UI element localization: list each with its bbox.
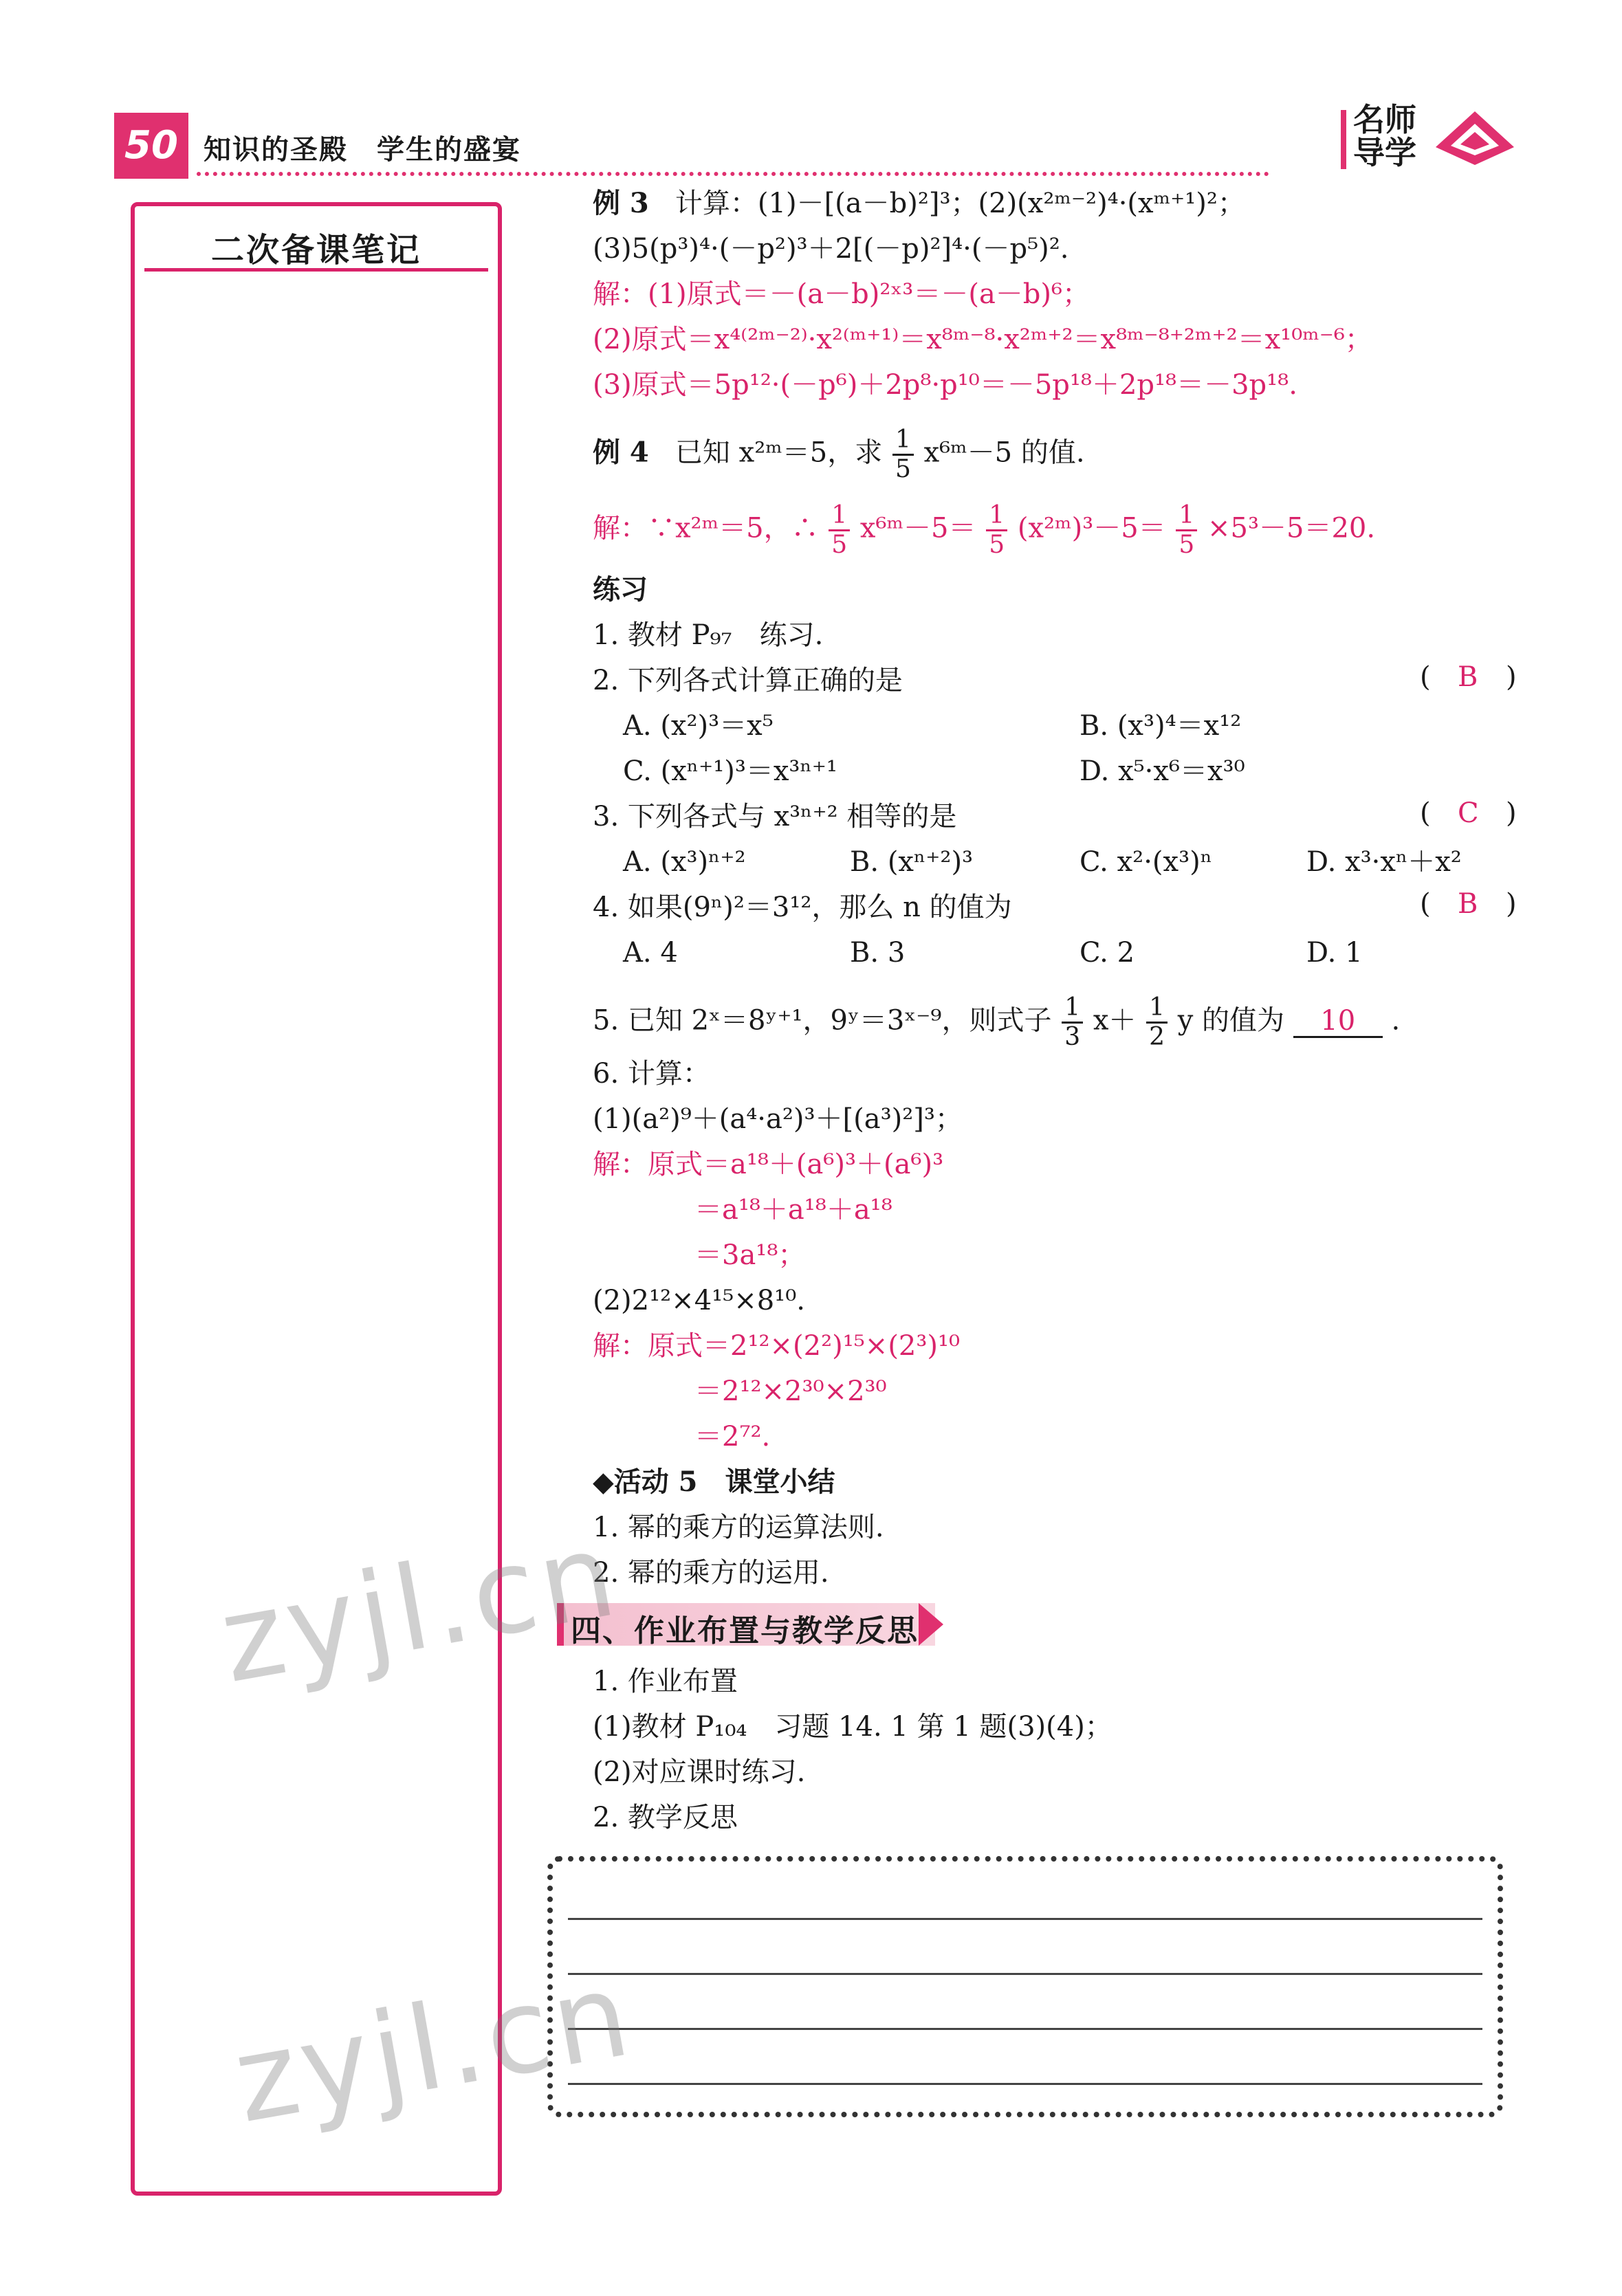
practice-heading: 练习 — [593, 573, 648, 606]
answer-paren-left: ( — [1420, 797, 1431, 829]
practice-q5-answer: 10 — [1293, 1006, 1383, 1038]
fraction-one-third: $\frac{1}{3}$ — [1062, 994, 1083, 1051]
q4-option-d: D. 1 — [1306, 937, 1363, 969]
activity-5-item-1: 1. 幂的乘方的运算法则. — [593, 1512, 884, 1543]
q6-part1-step2: ＝a¹⁸＋a¹⁸＋a¹⁸ — [694, 1194, 892, 1226]
homework-item-2: (2)对应课时练习. — [593, 1756, 806, 1788]
fraction-one-fifth: $\frac{1}{5}$ — [986, 502, 1007, 559]
logo-line2: 导学 — [1353, 134, 1416, 171]
q6-part2-step2: ＝2¹²×2³⁰×2³⁰ — [694, 1376, 887, 1407]
example-3-q1: 计算：(1)－[(a－b)²]³；(2)(x²ᵐ⁻²)⁴·(xᵐ⁺¹)²； — [675, 188, 1245, 219]
practice-q6: 6. 计算： — [593, 1058, 710, 1090]
example-4-solution: 解：∵x²ᵐ＝5，∴ $\frac{1}{5}$ x⁶ᵐ－5＝ $\frac{1}{5}$ (x²ᵐ)³－5＝ $\frac{1}{5}$ ×5³－5＝20. — [593, 501, 1376, 559]
reflection-line — [568, 1918, 1482, 1920]
q4-option-c: C. 2 — [1079, 937, 1135, 969]
q3-option-c: C. x²·(x³)ⁿ — [1079, 846, 1213, 878]
q2-option-a: A. (x²)³＝x⁵ — [623, 710, 774, 742]
answer-paren-right: ) — [1506, 888, 1517, 920]
fraction-one-half: $\frac{1}{2}$ — [1146, 994, 1168, 1051]
q4-option-b: B. 3 — [850, 937, 906, 969]
q6-part1-step1: 解：原式＝a¹⁸＋(a⁶)³＋(a⁶)³ — [593, 1149, 944, 1180]
practice-q4: 4. 如果(9ⁿ)²＝3¹²，那么 n 的值为 — [593, 892, 1012, 923]
activity-5-title: ◆活动 5 课堂小结 — [593, 1466, 835, 1498]
practice-q2: 2. 下列各式计算正确的是 — [593, 665, 903, 696]
logo-text — [1353, 103, 1429, 169]
example-3-label: 例 3 — [593, 187, 649, 219]
q2-option-b: B. (x³)⁴＝x¹² — [1079, 710, 1242, 742]
practice-q3: 3. 下列各式与 x³ⁿ⁺² 相等的是 — [593, 801, 957, 832]
practice-q1: 1. 教材 P₉₇ 练习. — [593, 619, 824, 651]
answer-paren-left: ( — [1420, 661, 1431, 693]
logo-book-icon — [1430, 106, 1520, 169]
q4-option-a: A. 4 — [623, 937, 678, 969]
fraction-one-fifth: $\frac{1}{5}$ — [829, 502, 850, 559]
logo-bar — [1341, 110, 1346, 169]
example-4-label: 例 4 — [593, 436, 649, 469]
reflection-line — [568, 2028, 1482, 2030]
banner-arrow-icon — [919, 1603, 943, 1646]
example-3-solution-1: 解：(1)原式＝－(a－b)²ˣ³＝－(a－b)⁶； — [593, 278, 1091, 310]
reflection-box — [547, 1856, 1503, 2117]
reflection-line — [568, 2083, 1482, 2085]
watermark: zyjl.cn — [225, 1946, 643, 2150]
q6-part2-step3: ＝2⁷². — [694, 1421, 771, 1453]
header-title: 知识的圣殿 学生的盛宴 — [204, 134, 521, 166]
practice-q6-part1: (1)(a²)⁹＋(a⁴·a²)³＋[(a³)²]³； — [593, 1103, 963, 1135]
notes-title-underline — [144, 268, 488, 272]
example-3-question — [593, 184, 1245, 223]
q6-part2-step1: 解：原式＝2¹²×(2²)¹⁵×(2³)¹⁰ — [593, 1330, 961, 1362]
practice-q6-part2: (2)2¹²×4¹⁵×8¹⁰. — [593, 1285, 805, 1316]
reflection-line — [568, 1973, 1482, 1975]
example-4-q-b: x⁶ᵐ－5 的值. — [923, 437, 1085, 469]
practice-q3-answer: C — [1458, 797, 1479, 829]
q3-option-a: A. (x³)ⁿ⁺² — [623, 846, 746, 878]
example-4-q-a: 已知 x²ᵐ＝5，求 — [675, 437, 883, 469]
fraction-one-fifth: $\frac{1}{5}$ — [1176, 502, 1197, 559]
logo-line1: 名师 — [1353, 101, 1416, 138]
fraction-one-fifth: $\frac{1}{5}$ — [892, 426, 914, 483]
header-divider — [197, 172, 1269, 176]
page-number: 50 — [114, 113, 188, 179]
practice-q2-answer: B — [1458, 661, 1478, 693]
example-3-q2: (3)5(p³)⁴·(－p²)³＋2[(－p)²]⁴·(－p⁵)². — [593, 233, 1069, 265]
practice-q5: 5. 已知 2ˣ＝8ʸ⁺¹，9ʸ＝3ˣ⁻⁹，则式子 $\frac{1}{3}$ x＋ $\frac{1}{2}$ y 的值为 10 . — [593, 993, 1401, 1051]
q2-option-c: C. (xⁿ⁺¹)³＝x³ⁿ⁺¹ — [623, 755, 837, 787]
example-3-solution-2: (2)原式＝x⁴⁽²ᵐ⁻²⁾·x²⁽ᵐ⁺¹⁾＝x⁸ᵐ⁻⁸·x²ᵐ⁺²＝x⁸ᵐ⁻⁸⁺²ᵐ⁺²＝x¹⁰ᵐ⁻⁶； — [593, 324, 1372, 355]
reflection-heading: 2. 教学反思 — [593, 1802, 738, 1833]
homework-item-1: (1)教材 P₁₀₄ 习题 14. 1 第 1 题(3)(4)； — [593, 1711, 1113, 1743]
section-4-title: 四、作业布置与教学反思 — [571, 1613, 919, 1648]
answer-paren-right: ) — [1506, 797, 1517, 829]
watermark: zyjl.cn — [211, 1506, 629, 1710]
practice-q4-answer: B — [1458, 888, 1478, 920]
q3-option-b: B. (xⁿ⁺²)³ — [850, 846, 974, 878]
example-4-question — [593, 426, 1085, 483]
example-3-solution-3: (3)原式＝5p¹²·(－p⁶)＋2p⁸·p¹⁰＝－5p¹⁸＋2p¹⁸＝－3p¹⁸. — [593, 369, 1297, 401]
answer-paren-right: ) — [1506, 661, 1517, 693]
answer-paren-left: ( — [1420, 888, 1431, 920]
q6-part1-step3: ＝3a¹⁸； — [694, 1239, 806, 1271]
q3-option-d: D. x³·xⁿ＋x² — [1306, 846, 1462, 878]
notes-title: 二次备课笔记 — [210, 231, 421, 269]
q2-option-d: D. x⁵·x⁶＝x³⁰ — [1079, 755, 1245, 787]
activity-5-item-2: 2. 幂的乘方的运用. — [593, 1557, 829, 1589]
notes-panel — [131, 202, 502, 2196]
homework-heading: 1. 作业布置 — [593, 1666, 738, 1697]
